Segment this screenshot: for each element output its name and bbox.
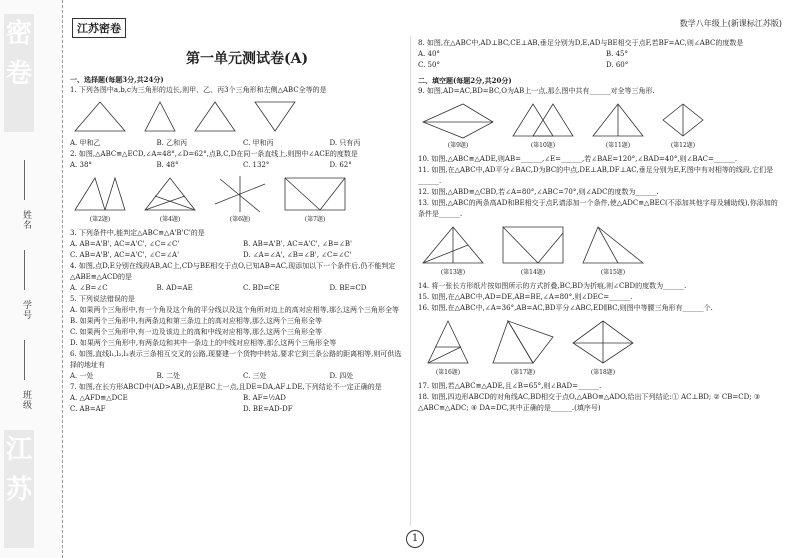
q8-option[interactable]: A. 40° bbox=[418, 50, 440, 58]
q4-option[interactable]: C. BD=CE bbox=[243, 284, 280, 292]
figure-17 bbox=[488, 317, 558, 378]
class-label: 班级 bbox=[21, 390, 31, 410]
figure-caption: (第13题) bbox=[440, 269, 466, 276]
figure-caption: (第11题) bbox=[605, 142, 631, 149]
figure-caption: (第17题) bbox=[510, 369, 536, 376]
q4-option[interactable]: D. BE=CD bbox=[329, 284, 367, 292]
sidebar-top-title: 密 卷 bbox=[4, 14, 34, 132]
student-id-line bbox=[24, 250, 25, 290]
q3-option[interactable]: A. AB=A'B', AC=A'C', ∠C=∠C' bbox=[70, 240, 180, 248]
q3-option[interactable]: B. AB=A'B', AC=A'C', ∠B=∠B' bbox=[243, 240, 352, 248]
q3-options-row1 bbox=[70, 239, 402, 250]
q1-figures bbox=[70, 99, 402, 135]
student-id-label: 学号 bbox=[21, 300, 31, 320]
q7-option[interactable]: D. BE=AD-DF bbox=[243, 405, 293, 413]
figures-row-3 bbox=[418, 223, 780, 278]
q2-option[interactable]: A. 38° bbox=[70, 161, 92, 169]
q5-option-c[interactable]: C. 如果两个三角形中,有一边及该边上的高和中线对应相等,那么这两个三角形全等 bbox=[70, 328, 323, 336]
figure-15 bbox=[578, 223, 648, 278]
q4-option[interactable]: B. AD=AE bbox=[156, 284, 193, 292]
figure-12 bbox=[658, 100, 708, 151]
triangle-bing-figure bbox=[250, 99, 300, 135]
triangle-yi-figure bbox=[190, 99, 240, 135]
name-line bbox=[24, 160, 25, 200]
q3-options-row2 bbox=[70, 250, 402, 261]
section-fill-in: 二、填空题(每题2分,共20分) bbox=[418, 76, 512, 85]
q6-option[interactable]: B. 二处 bbox=[156, 372, 181, 380]
q3-option[interactable]: D. ∠A=∠A', ∠B=∠B', ∠C=∠C' bbox=[243, 251, 352, 259]
q7-options-row1 bbox=[70, 393, 402, 404]
q2-option[interactable]: C. 132° bbox=[243, 161, 270, 169]
question-8: 8. 如图,在△ABC中,AD⊥BC,CE⊥AB,垂足分别为D,E,AD与BE相交于点F,若BF=AC,则∠ABC的度数是 bbox=[418, 39, 744, 47]
column-divider bbox=[410, 36, 411, 526]
q6-option[interactable]: A. 一处 bbox=[70, 372, 94, 380]
question-10: 10. 如图,△ABC≌△ADE,则AB=______,∠E=______,若∠BAE=120°,∠BAD=40°,则∠BAC=______. bbox=[418, 155, 738, 163]
q8-option[interactable]: C. 50° bbox=[418, 61, 440, 69]
question-15: 15. 如图,在△ABC中,AD=DE,AB=BE,∠A=80°,则∠DEC=______. bbox=[418, 293, 633, 301]
question-3: 3. 下列条件中,能判定△ABC≌△A'B'C'的是 bbox=[70, 229, 205, 237]
q7-option[interactable]: B. AF=½AD bbox=[243, 394, 286, 402]
q8-option[interactable]: D. 60° bbox=[606, 61, 629, 69]
q5-option-a[interactable]: A. 如果两个三角形中,有一个角及这个角的平分线以及这个角所对边上的高对应相等,那么这两个三角形全等 bbox=[70, 306, 399, 314]
figure-caption: (第4题) bbox=[159, 216, 181, 223]
question-12: 12. 如图,△ABD≌△CBD,若∠A=80°,∠ABC=70°,则∠ADC的度数为______. bbox=[418, 188, 659, 196]
q1-option[interactable]: A. 甲和乙 bbox=[70, 139, 101, 147]
question-11: 11. 如图,在△ABC中,AD平分∠BAC,D为BC的中点,DE⊥AB,DF⊥AC,垂足分别为E,F,图中有对相等的线段,它们是______. bbox=[418, 166, 774, 185]
figures-row-2 bbox=[418, 100, 780, 151]
figure-18 bbox=[568, 317, 638, 378]
right-column bbox=[418, 38, 780, 414]
left-column bbox=[70, 70, 402, 415]
figure-4 bbox=[140, 174, 200, 225]
figure-caption: (第10题) bbox=[530, 142, 556, 149]
question-4: 4. 如图,点D,E分别在线段AB,AC上,CD与BE相交于点O,已知AB=AC,现添加以下一个条件后,仍不能判定△ABE≌△ACD的是 bbox=[70, 262, 396, 281]
q5-option-d[interactable]: D. 如果两个三角形中,有两条边和其中一条边上的中线对应相等,那么这两个三角形全等 bbox=[70, 339, 337, 347]
figure-13 bbox=[418, 223, 488, 278]
q4-options bbox=[70, 283, 402, 294]
question-2: 2. 如图,△ABC≌△ECD,∠A=48°,∠D=62°,点B,C,D在同一条直线上,则图中∠ACE的度数是 bbox=[70, 150, 358, 158]
question-5: 5. 下列说法错误的是 bbox=[70, 295, 135, 303]
figure-caption: (第2题) bbox=[89, 216, 111, 223]
question-9: 9. 如图,AD=AC,BD=BC,O为AB上一点,那么图中共有______对全等三角形. bbox=[418, 87, 655, 95]
figure-caption: (第6题) bbox=[229, 216, 251, 223]
figures-row-1 bbox=[70, 174, 402, 225]
q1-option[interactable]: C. 甲和丙 bbox=[243, 139, 274, 147]
question-14: 14. 将一张长方形纸片按如图所示的方式折叠,BC,BD为折痕,则∠CBD的度数为______. bbox=[418, 282, 687, 290]
question-6: 6. 如图,直线l₁,l₂,l₃表示三条相互交叉的公路,现要建一个货物中转站,要求它到三条公路的距离相等,则可供选择的地址有 bbox=[70, 350, 402, 369]
question-7: 7. 如图,在长方形ABCD中(AD>AB),点E是BC上一点,且DE=DA,AF⊥DE,下列结论不一定正确的是 bbox=[70, 383, 382, 391]
question-17: 17. 如图,若△ABC≌△ADE,且∠B=65°,则∠BAD=______. bbox=[418, 382, 602, 390]
q1-options bbox=[70, 138, 402, 149]
class-line bbox=[24, 340, 25, 380]
page-number: 1 bbox=[406, 530, 424, 548]
figure-6 bbox=[210, 174, 270, 225]
figure-9 bbox=[418, 100, 498, 151]
q7-option[interactable]: A. △AFD≌△DCE bbox=[70, 394, 128, 402]
figures-row-4 bbox=[418, 317, 780, 378]
q6-option[interactable]: C. 三处 bbox=[243, 372, 267, 380]
figure-14 bbox=[498, 223, 568, 278]
triangle-jia-figure bbox=[140, 99, 180, 135]
q2-option[interactable]: D. 62° bbox=[329, 161, 352, 169]
binding-sidebar bbox=[0, 0, 63, 558]
question-13: 13. 如图,△ABC的两条高AD和BE相交于点F,请添加一个条件,使△ADC≌△BEC(不添加其他字母及辅助线),你添加的条件是______. bbox=[418, 199, 778, 218]
q4-option[interactable]: A. ∠B=∠C bbox=[70, 284, 108, 292]
q3-option[interactable]: C. AB=A'B', AC=A'C', ∠C=∠A' bbox=[70, 251, 180, 259]
figure-caption: (第14题) bbox=[520, 269, 546, 276]
figure-16 bbox=[418, 317, 478, 378]
figure-caption: (第15题) bbox=[600, 269, 626, 276]
q6-option[interactable]: D. 四处 bbox=[329, 372, 354, 380]
q1-option[interactable]: B. 乙和丙 bbox=[156, 139, 188, 147]
figure-2 bbox=[70, 174, 130, 225]
q6-options bbox=[70, 371, 402, 382]
question-18: 18. 如图,四边形ABCD的对角线AC,BD相交于点O,△ABO≌△ADO,给出下列结论:① AC⊥BD; ② CB=CD; ③ △ABC≌△ADC; ④ DA=DC,其中正确的是______.(填序号) bbox=[418, 393, 761, 412]
q8-option[interactable]: B. 45° bbox=[606, 50, 629, 58]
figure-10 bbox=[508, 100, 578, 151]
q1-option[interactable]: D. 只有丙 bbox=[329, 139, 361, 147]
figure-11 bbox=[588, 100, 648, 151]
q8-options-row1 bbox=[418, 49, 780, 60]
sidebar-bottom-title: 江 苏 bbox=[4, 430, 34, 548]
figure-caption: (第9题) bbox=[447, 142, 469, 149]
question-16: 16. 如图,在△ABC中,∠A=36°,AB=AC,BD平分∠ABC,ED∥BC,则图中等腰三角形有______个. bbox=[418, 304, 713, 312]
figure-caption: (第18题) bbox=[590, 369, 616, 376]
figure-caption: (第7题) bbox=[304, 216, 326, 223]
q7-option[interactable]: C. AB=AF bbox=[70, 405, 106, 413]
q2-options bbox=[70, 160, 402, 171]
q5-option-b[interactable]: B. 如果两个三角形中,有两条边和第三条边上的高对应相等,那么这两个三角形全等 bbox=[70, 317, 323, 325]
triangle-abc-figure bbox=[70, 99, 130, 135]
name-label: 姓名 bbox=[21, 210, 31, 230]
header-subject: 数学八年级上(新课标江苏版) bbox=[679, 19, 782, 28]
figure-caption: (第16题) bbox=[435, 369, 461, 376]
figure-7 bbox=[280, 174, 350, 225]
brand-logo: 江苏密卷 bbox=[72, 18, 126, 38]
section-choice: 一、选择题(每题3分,共24分) bbox=[70, 75, 164, 84]
question-1: 1. 下列各图中a,b,c为三角形的边长,则甲、乙、丙3个三角形和左侧△ABC全等的是 bbox=[70, 86, 327, 94]
figure-caption: (第12题) bbox=[670, 142, 696, 149]
q2-option[interactable]: B. 48° bbox=[156, 161, 179, 169]
q7-options-row2 bbox=[70, 404, 402, 415]
q8-options-row2 bbox=[418, 60, 780, 71]
page-title: 第一单元测试卷(A) bbox=[186, 51, 309, 67]
